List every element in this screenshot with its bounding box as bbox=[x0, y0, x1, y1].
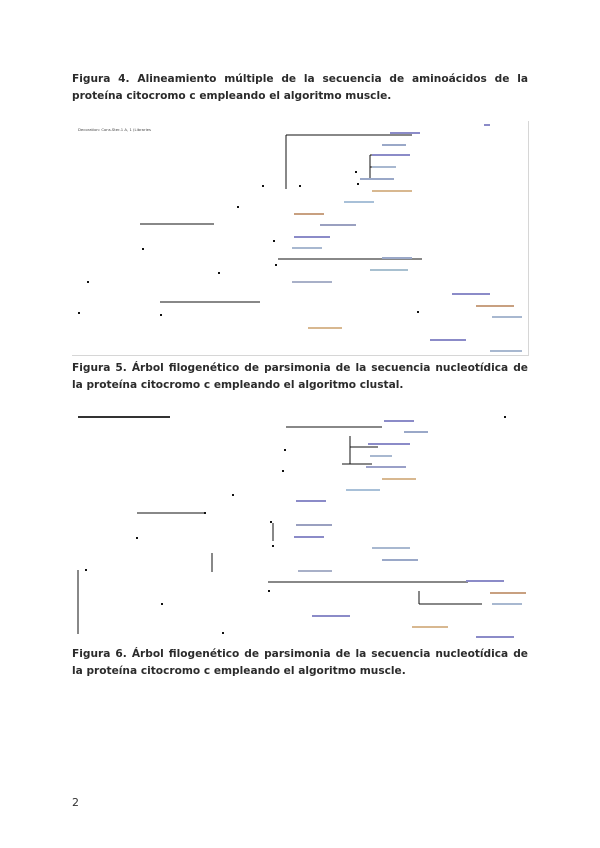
tree-2-branches bbox=[78, 427, 482, 634]
tree-1-header: Decoration: Cons.Ster-1 A, 1 (Libraries bbox=[78, 127, 151, 132]
caption-figura-5: Figura 5. Árbol filogenético de parsimonia de la secuencia nucleotídica de la proteína citocromo c empleando el algoritmo clustal. bbox=[72, 362, 528, 391]
tree-2-header-bar bbox=[78, 416, 170, 418]
tree-1-nodes bbox=[78, 171, 419, 316]
tree-2-nodes bbox=[85, 416, 506, 634]
tree-1-svg bbox=[72, 121, 528, 355]
caption-figura-4: Figura 4. Alineamiento múltiple de la secuencia de aminoácidos de la proteína citocromo c empleando el algoritmo muscle. bbox=[72, 73, 528, 102]
tree-1-branches bbox=[140, 135, 422, 302]
tree-2-leaf-labels bbox=[294, 420, 526, 638]
caption-figura-6: Figura 6. Árbol filogenético de parsimonia de la secuencia nucleotídica de la proteína citocromo c empleando el algoritmo muscle. bbox=[72, 648, 528, 677]
tree-1-leaf-labels bbox=[292, 124, 522, 352]
phylogenetic-tree-figure-1 bbox=[72, 121, 529, 356]
tree-2-svg bbox=[72, 410, 528, 638]
phylogenetic-tree-figure-2 bbox=[72, 410, 528, 638]
page-number: 2 bbox=[72, 796, 79, 809]
